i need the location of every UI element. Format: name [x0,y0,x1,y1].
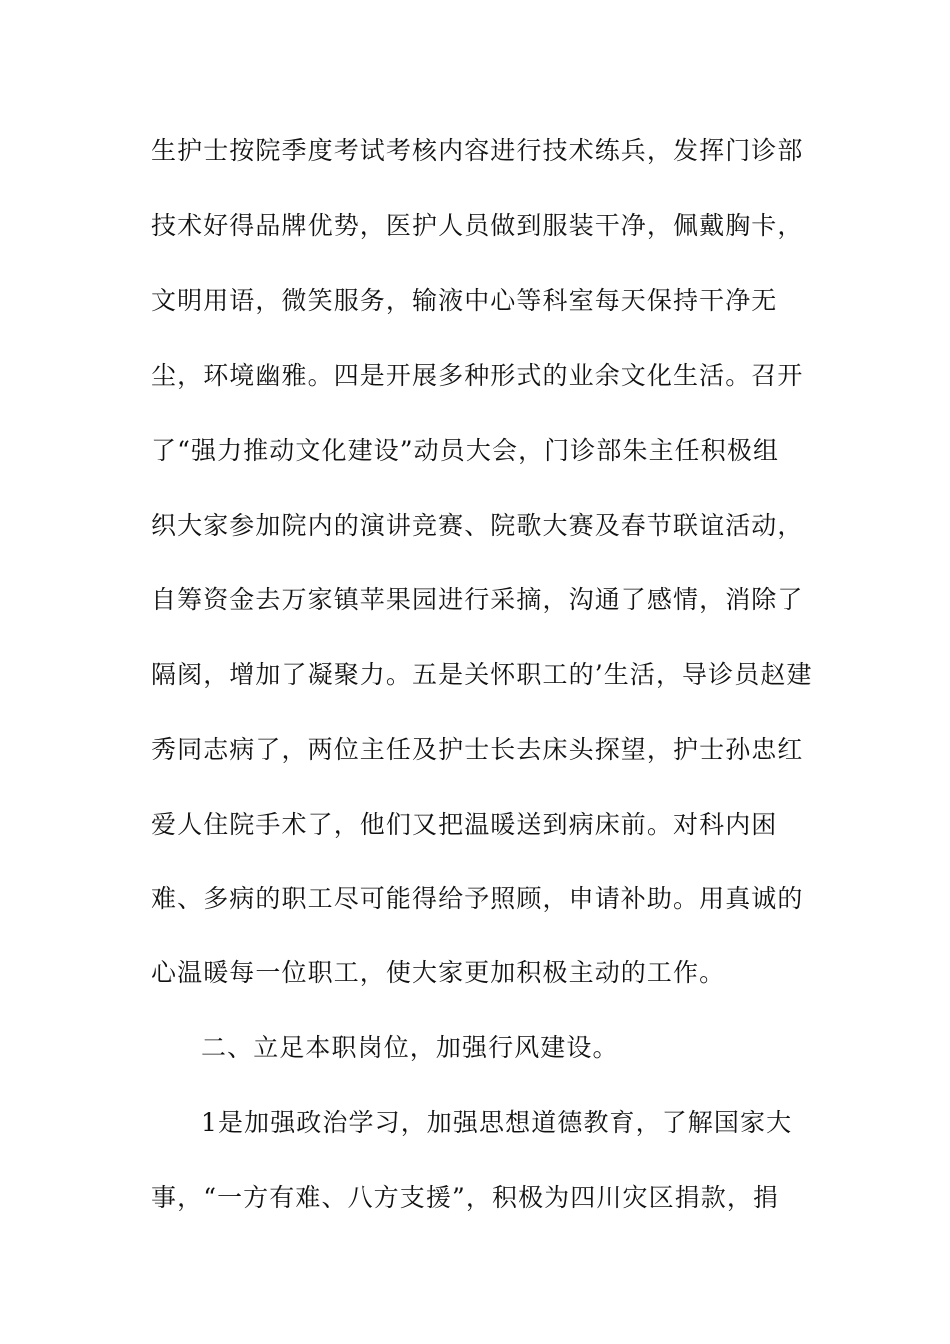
body-text-line: 生护士按院季度考试考核内容进行技术练兵，发挥门诊部 [151,136,804,165]
body-text-line: 秀同志病了，两位主任及护士长去床头探望，护士孙忠红 [151,735,804,764]
body-text-line: 爱人住院手术了，他们又把温暖送到病床前。对科内困 [151,810,778,839]
body-text-line: 难、多病的职工尽可能得给予照顾，申请补助。用真诚的 [151,884,804,913]
body-text-line: 技术好得品牌优势，医护人员做到服装干净，佩戴胸卡， [151,211,804,240]
body-text-line: 了“强力推动文化建设”动员大会，门诊部朱主任积极组 [151,436,780,465]
body-text-line: 心温暖每一位职工，使大家更加积极主动的工作。 [151,958,726,987]
body-text-line: 尘，环境幽雅。四是开展多种形式的业余文化生活。召开 [151,361,804,390]
body-text-line: 文明用语，微笑服务，输液中心等科室每天保持干净无 [151,286,778,315]
body-text-line: 自筹资金去万家镇苹果园进行采摘，沟通了感情，消除了 [151,585,804,614]
body-text-line: 隔阂，增加了凝聚力。五是关怀职工的’生活，导诊员赵建 [151,660,813,689]
section-heading: 二、立足本职岗位，加强行风建设。 [201,1033,619,1062]
body-text-line: 事，“一方有难、八方支援”，积极为四川灾区捐款，捐 [151,1183,780,1212]
paragraph-first-line: 1是加强政治学习，加强思想道德教育，了解国家大 [201,1108,793,1137]
body-text-line: 织大家参加院内的演讲竞赛、院歌大赛及春节联谊活动， [151,511,804,540]
